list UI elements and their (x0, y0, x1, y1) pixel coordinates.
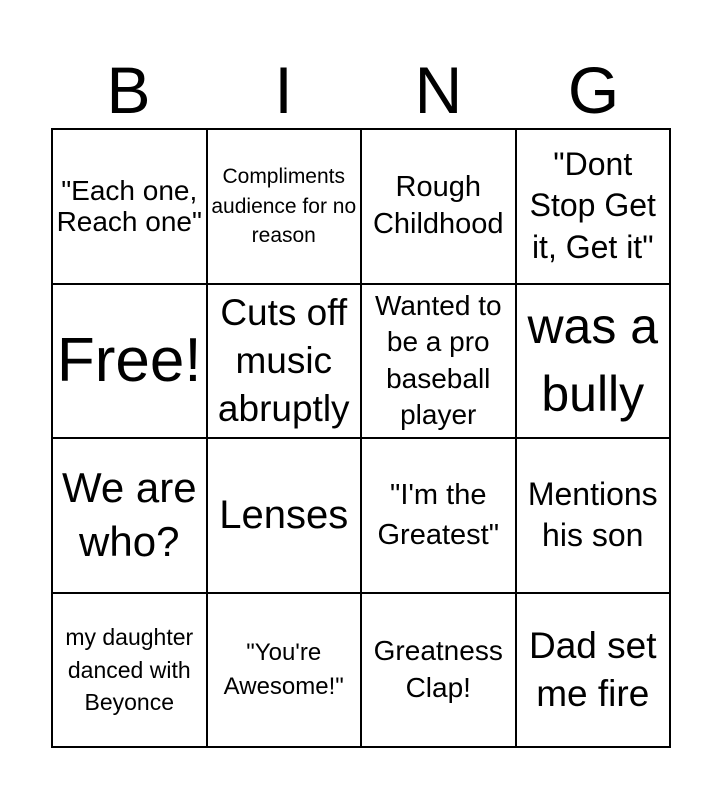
bingo-cell[interactable] (52, 438, 207, 593)
cell-text: "Dont Stop Get it, Get it" (529, 145, 656, 266)
bingo-cell[interactable] (207, 129, 362, 284)
cell-text: my daughter danced with Beyonce (65, 624, 194, 715)
bingo-cell[interactable] (516, 284, 671, 439)
cell-text: Lenses (219, 492, 349, 537)
bingo-cell[interactable] (207, 438, 362, 593)
cell-text: We are who? (61, 463, 197, 566)
bingo-cell[interactable] (361, 284, 516, 439)
header-letter-g: G (567, 53, 620, 127)
bingo-cell[interactable] (52, 129, 207, 284)
bingo-cell[interactable] (52, 593, 207, 748)
cell-text: Wanted to be a pro baseball player (374, 289, 502, 431)
cell-text: "You're Awesome!" (223, 639, 344, 700)
bingo-cell[interactable] (52, 284, 207, 439)
cell-text: "I'm the Greatest" (377, 478, 499, 552)
cell-text: "Each one, Reach one" (56, 174, 202, 238)
bingo-cell[interactable] (516, 438, 671, 593)
cell-text: Free! (56, 326, 202, 396)
cell-text: Mentions his son (527, 475, 658, 554)
cell-text: Rough Childhood (372, 170, 504, 241)
cell-text: Cuts off music abruptly (217, 291, 350, 429)
cell-text: was a bully (527, 298, 659, 422)
header-letter-i: I (274, 53, 293, 127)
bingo-header (51, 52, 671, 128)
bingo-cell[interactable] (516, 593, 671, 748)
bingo-cell[interactable] (361, 438, 516, 593)
header-letter-n: N (414, 53, 463, 127)
cell-text: Dad set me fire (528, 624, 657, 714)
header-letter-b: B (106, 53, 151, 127)
bingo-cell[interactable] (207, 284, 362, 439)
bingo-grid (51, 128, 671, 748)
bingo-cell[interactable] (361, 593, 516, 748)
cell-text: Compliments audience for no reason (211, 165, 357, 247)
bingo-cell[interactable] (361, 129, 516, 284)
bingo-cell[interactable] (207, 593, 362, 748)
cell-text: Greatness Clap! (373, 635, 503, 703)
bingo-cell[interactable] (516, 129, 671, 284)
